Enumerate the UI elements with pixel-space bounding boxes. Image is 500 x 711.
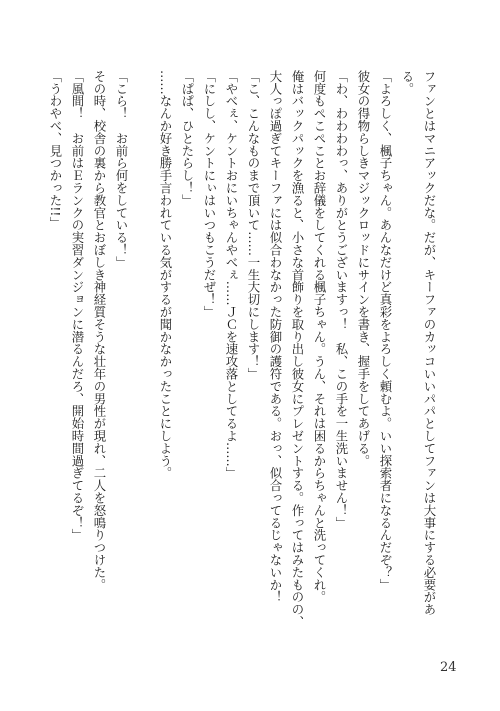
text-line: 「にしし、ケントにぃはいつもこうだぜ！」 xyxy=(202,70,217,318)
text-line: 「わ、わわわわっ、ありがとうございますっ！ 私、この手を一生洗いません！」 xyxy=(334,70,349,529)
text-line: る。 xyxy=(400,70,415,95)
text-line: 「やべぇ、ケントおにいちゃんやべぇ……ＪＣを速攻落としてるよ……」 xyxy=(224,70,239,480)
text-line: 大人っぽ過ぎてキーファには似合わなかった防御の護符である。おっ、似合ってるじゃないか！ xyxy=(268,70,283,604)
text-line: ファンとはマニアックだな。だが、キーファのカッコいいパパとしてファンは大事にする必要があ xyxy=(422,70,437,616)
text-line: 「こら！ お前ら何をしている！」 xyxy=(114,70,129,269)
text-line: 「よろしく、楓子ちゃん。あんなだけど真彩をよろしく頼むよ。いい探索者になるんだぞ？」 xyxy=(378,70,393,591)
text-line: その時、校舎の裏から教官とおぼしき神経質そうな壮年の男性が現れ、二人を怒鳴りつけた。 xyxy=(92,70,107,591)
text-line: 何度もぺこぺことお辞儀をしてくれる楓子ちゃん。うん、それは困るからちゃんと洗ってくれ。 xyxy=(312,70,327,604)
text-line: 「うわやべ、見つかった!!」 xyxy=(48,70,63,229)
page-number: 24 xyxy=(440,660,457,675)
text-line: 「ぱぱ、ひとたらし！」 xyxy=(180,70,195,207)
text-line: 彼女の得物らしきマジックロッドにサインを書き、握手をしてあげる。 xyxy=(356,70,371,467)
vertical-text-body xyxy=(40,70,440,628)
text-line: ……なんか好き勝手言われている気がするが聞かなかったことにしよう。 xyxy=(158,70,173,480)
text-line: 「こ、こんなものまで頂いて……一生大切にします！」 xyxy=(246,70,261,380)
blank-line xyxy=(132,70,154,628)
text-line: 「風間！ お前はＥランクの実習ダンジョンに潜るんだろ、開始時間過ぎてるぞ！」 xyxy=(70,70,85,542)
text-line: 俺はバックパックを漁ると、小さな首飾りを取り出し彼女にプレゼントする。作ってはみたものの、 xyxy=(290,70,305,628)
